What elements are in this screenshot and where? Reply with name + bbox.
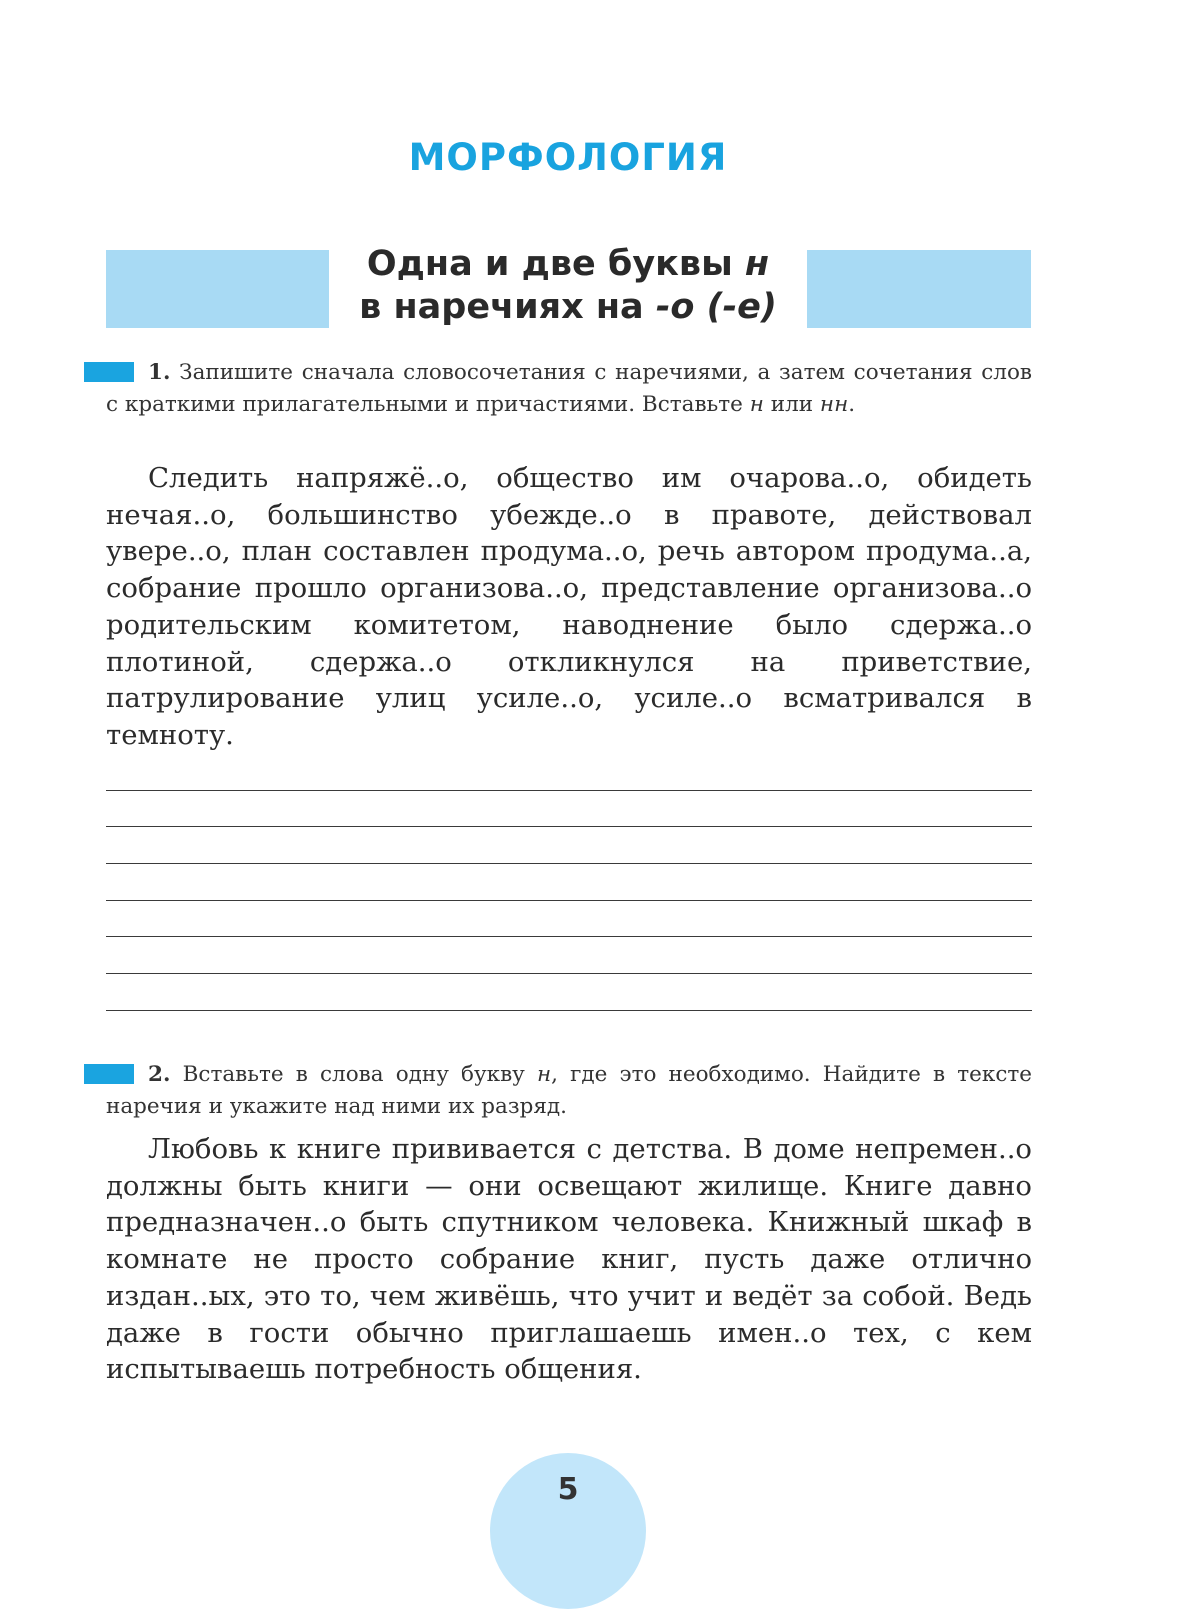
topic-title-suffix: -о (-е) — [655, 287, 777, 327]
chapter-title: МОРФОЛОГИЯ — [408, 136, 728, 179]
exercise-1-number: 1. — [148, 360, 171, 385]
answer-line[interactable] — [106, 790, 1032, 791]
exercise-1-instruction-mid: или — [763, 392, 820, 417]
answer-line[interactable] — [106, 936, 1032, 937]
answer-line[interactable] — [106, 863, 1032, 864]
exercise-1-instruction-text: Запишите сначала словосочетания с наречиями, а затем сочетания слов с краткими прилагательными и причастиями. Вставьте — [106, 360, 1032, 417]
exercise-2-instruction-end: , где это необходимо. Найдите в тексте наречия и укажите над ними их разряд. — [106, 1062, 1032, 1119]
topic-title-line2: в наречиях на — [359, 287, 656, 327]
answer-line[interactable] — [106, 826, 1032, 827]
topic-title-letter: н — [744, 244, 770, 284]
page-number: 5 — [557, 1472, 579, 1507]
exercise-2-letter-n: н — [536, 1062, 552, 1087]
topic-band-left — [106, 250, 329, 328]
topic-band-right — [807, 250, 1031, 328]
exercise-1-instruction-end: . — [848, 392, 856, 417]
exercise-2-text: Любовь к книге прививается с детства. В доме непремен..о должны быть книги — они освещают жилище. Книге давно предназначен..о быть спутником человека. Книжный шкаф в комнате не просто собрание книг, пусть даже отлично издан..ых, это то, чем живёшь, что учит и ведёт за собой. Ведь даже в гости обычно приглашаешь имен..о тех, с кем испытываешь потребность общения. — [106, 1133, 1032, 1386]
exercise-2-instruction-text: Вставьте в слова одну букву — [170, 1062, 537, 1087]
topic-title-line1: Одна и две буквы — [366, 244, 745, 284]
answer-line[interactable] — [106, 973, 1032, 974]
exercise-1-letter-n: н — [749, 392, 764, 417]
answer-line[interactable] — [106, 1010, 1032, 1011]
exercise-2-instruction — [106, 1059, 1032, 1123]
exercise-1-letter-nn: нн — [819, 392, 849, 417]
exercise-1-text: Следить напряжё..о, общество им очарова..о, обидеть нечая..о, большинство убежде..о в правоте, действовал увере..о, план составлен продума..о, речь автором продума..а, собрание прошло организова..о, представление организова..о родительским комитетом, наводнение было сдержа..о плотиной, сдержа..о откликнулся на приветствие, патрулирование улиц усиле..о, усиле..о всматривался в темноту. — [106, 462, 1032, 751]
exercise-2-number: 2. — [148, 1062, 171, 1087]
exercise-1-instruction — [106, 357, 1032, 421]
answer-line[interactable] — [106, 900, 1032, 901]
topic-title — [329, 243, 807, 329]
